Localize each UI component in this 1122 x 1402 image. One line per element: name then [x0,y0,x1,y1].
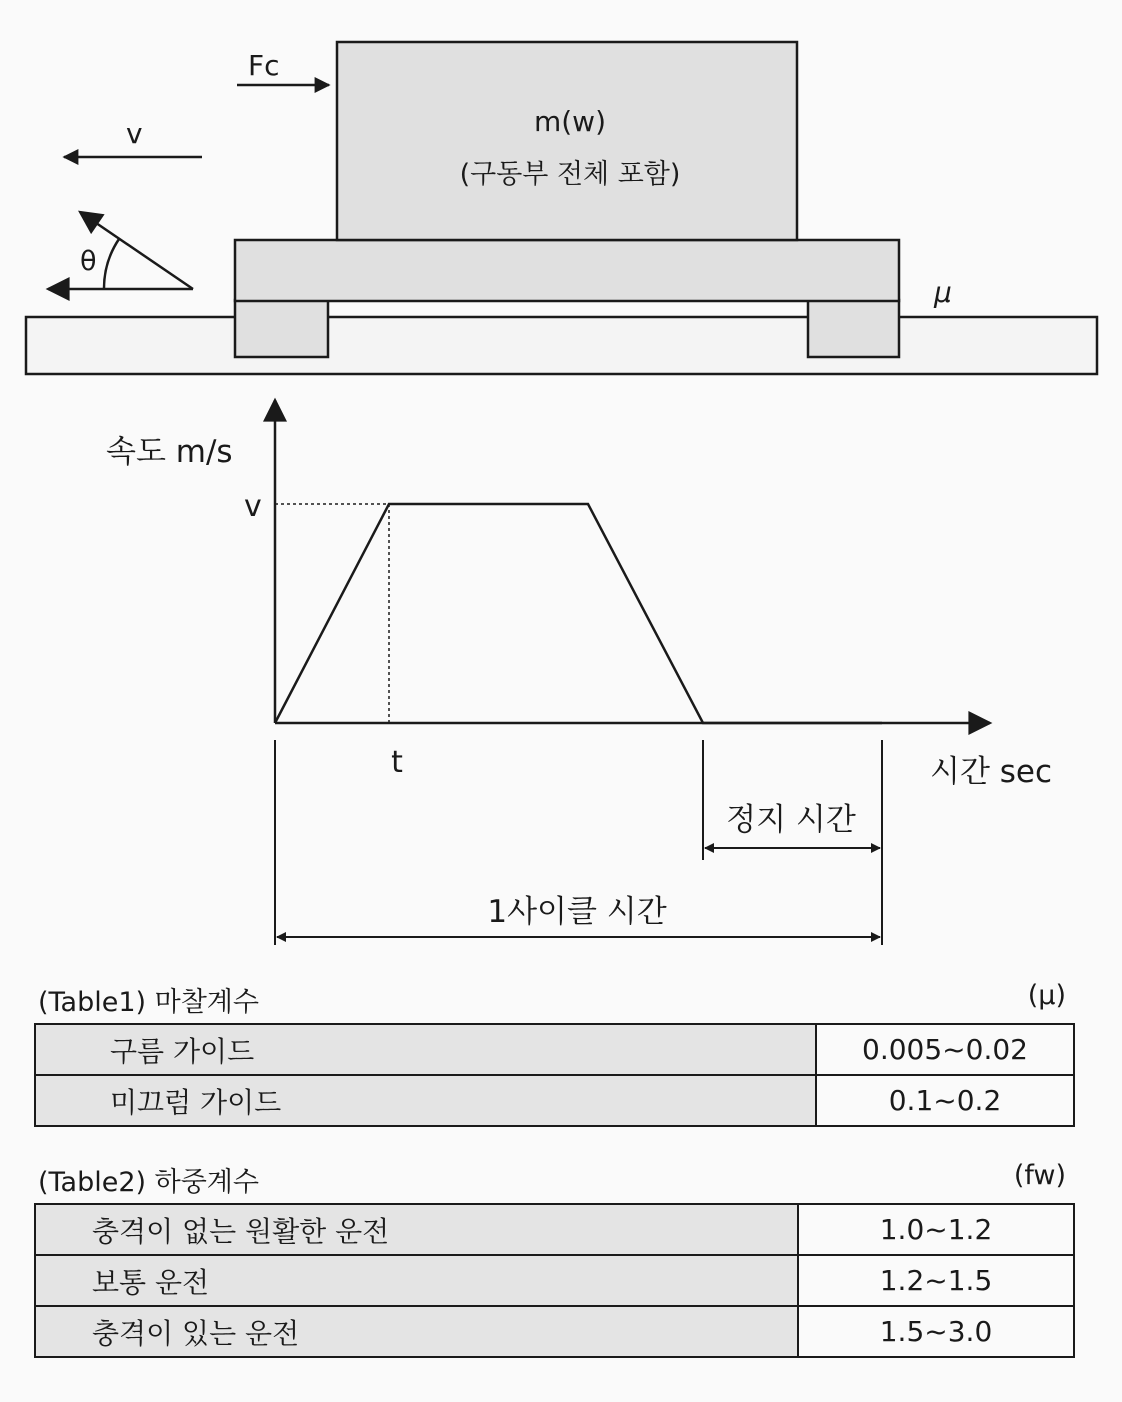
velocity-trapezoid [275,504,882,723]
y-axis-label: 속도 m/s [106,434,233,470]
table-row [35,1075,1074,1126]
mass-label: m(w) [533,105,607,138]
table-row [35,1306,1074,1357]
row-value: 1.5~3.0 [798,1306,1074,1357]
table2-title: (Table2) 하중계수 [38,1167,259,1198]
t-tick-label: t [391,745,403,780]
row-label: 충격이 없는 원활한 운전 [35,1204,798,1255]
velocity-profile [275,400,990,945]
incline-angle-symbol [48,212,193,289]
x-axis-label: 시간 sec [930,754,1053,790]
stop-time-label: 정지 시간 [726,802,856,838]
row-value: 1.0~1.2 [798,1204,1074,1255]
row-value: 1.2~1.5 [798,1255,1074,1306]
friction-label: μ [934,276,952,309]
v-tick-label: v [244,489,262,524]
table-plate [235,240,899,301]
left-block [235,300,328,357]
table2-unit: (fw) [1013,1160,1066,1191]
incline-slope-arrow [80,212,193,289]
row-label: 보통 운전 [35,1255,798,1306]
table1-unit: (μ) [1027,980,1066,1011]
load-coefficient-table [34,1203,1075,1358]
mass-note: (구동부 전체 포함) [459,159,681,190]
angle-arc [104,239,119,289]
row-label: 구름 가이드 [35,1024,816,1075]
force-label: Fc [248,49,280,82]
angle-label: θ [80,246,97,277]
mass-box [337,42,797,240]
ground-rail [26,317,1097,374]
row-label: 미끄럼 가이드 [35,1075,816,1126]
table-row [35,1204,1074,1255]
cycle-time-label: 1사이클 시간 [487,894,667,930]
right-block [808,300,899,357]
table1-title: (Table1) 마찰계수 [38,987,259,1018]
friction-coefficient-table [34,1023,1075,1127]
velocity-label: v [126,117,143,150]
row-value: 0.005~0.02 [816,1024,1074,1075]
table-row [35,1255,1074,1306]
row-label: 충격이 있는 운전 [35,1306,798,1357]
row-value: 0.1~0.2 [816,1075,1074,1126]
mechanism [26,42,1097,374]
table-row [35,1024,1074,1075]
